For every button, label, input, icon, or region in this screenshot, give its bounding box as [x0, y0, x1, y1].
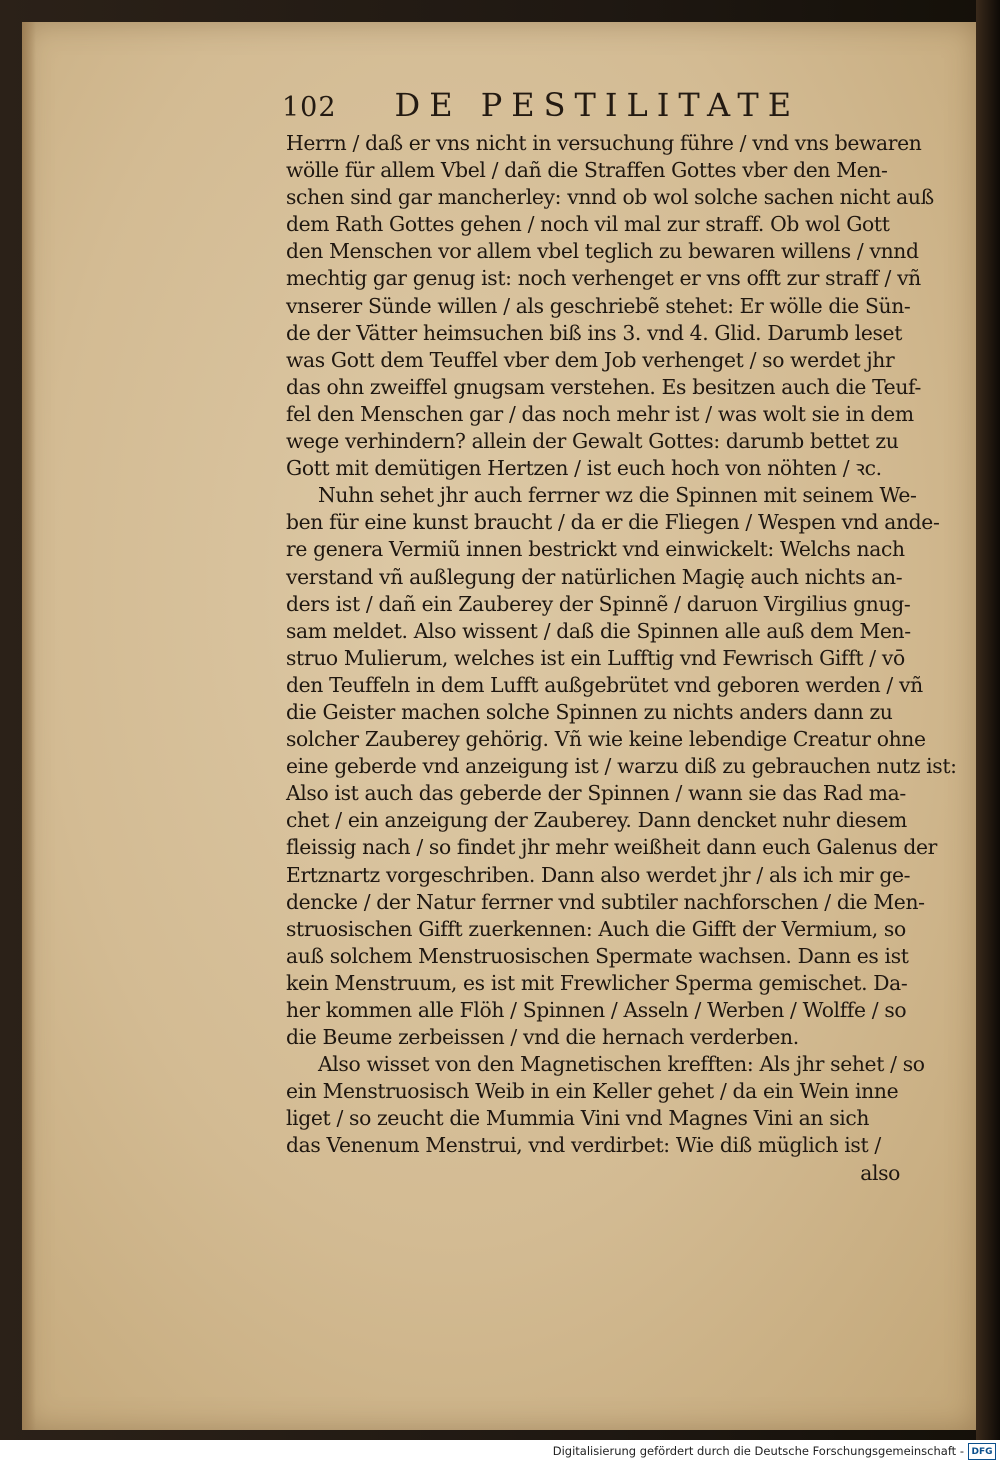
text-line: re genera Vermiũ innen bestrickt vnd einwickelt: Welchs nach: [286, 537, 905, 562]
text-line: ders ist / dañ ein Zauberey der Spinnẽ / daruon Virgilius gnug-: [286, 591, 911, 616]
funding-credit: Digitalisierung gefördert durch die Deutsche Forschungsgemeinschaft -: [552, 1444, 964, 1458]
text-line: die Geister machen solche Spinnen zu nichts anders dann zu: [286, 699, 893, 724]
dfg-logo-icon: DFG: [968, 1443, 996, 1460]
paragraph-start-line: Nuhn sehet jhr auch ferrner wz die Spinnen mit seinem We-: [318, 483, 917, 508]
text-line: Ertznartz vorgeschriben. Dann also werdet jhr / als ich mir ge-: [286, 862, 911, 887]
text-line: den Teuffeln in dem Lufft außgebrütet vnd geboren werden / vñ: [286, 672, 923, 697]
digitization-footer: [0, 1440, 1000, 1465]
text-line: ein Menstruosisch Weib in ein Keller gehet / da ein Wein inne: [286, 1079, 899, 1104]
text-line: wege verhindern? allein der Gewalt Gottes: darumb bettet zu: [286, 429, 899, 454]
text-line: mechtig gar genug ist: noch verhenget er vns offt zur straff / vñ: [286, 266, 921, 291]
text-line: fleissig nach / so findet jhr mehr weißheit dann euch Galenus der: [286, 835, 937, 860]
text-line: Also ist auch das geberde der Spinnen / wann sie das Rad ma-: [286, 781, 906, 806]
text-line: wölle für allem Vbel / dañ die Straffen Gottes vber den Men-: [286, 158, 888, 183]
text-line: chet / ein anzeigung der Zauberey. Dann dencket nuhr diesem: [286, 808, 907, 833]
text-line: dencke / der Natur ferrner vnd subtiler nachforschen / die Men-: [286, 889, 925, 914]
text-line: ben für eine kunst braucht / da er die Fliegen / Wespen vnd ande-: [286, 510, 940, 535]
catchword: also: [860, 1160, 900, 1185]
text-line: de der Vätter heimsuchen biß ins 3. vnd 4. Glid. Darumb leset: [286, 320, 902, 345]
text-line: fel den Menschen gar / das noch mehr ist / was wolt sie in dem: [286, 401, 914, 426]
running-head: [282, 86, 822, 126]
text-line: sam meldet. Also wissent / daß die Spinnen alle auß dem Men-: [286, 618, 911, 643]
book-binding: [976, 0, 1000, 1440]
text-line: her kommen alle Flöh / Spinnen / Asseln / Werben / Wolffe / so: [286, 998, 907, 1022]
text-line: verstand vñ außlegung der natürlichen Magię auch nichts an-: [286, 564, 903, 589]
running-title: DE PESTILITATE: [394, 86, 801, 124]
text-line: dem Rath Gottes gehen / noch vil mal zur straff. Ob wol Gott: [286, 212, 890, 237]
text-line: die Beume zerbeissen / vnd die hernach verderben.: [286, 1025, 799, 1050]
text-line: Gott mit demütigen Hertzen / ist euch hoch von nöhten / ꝛc.: [286, 456, 882, 481]
text-line: das Venenum Menstrui, vnd verdirbet: Wie diß müglich ist /: [286, 1133, 881, 1158]
text-line: vnserer Sünde willen / als geschriebẽ stehet: Er wölle die Sün-: [286, 293, 911, 318]
text-line: Herrn / daß er vns nicht in versuchung führe / vnd vns bewaren: [286, 131, 922, 155]
text-line: schen sind gar mancherley: vnnd ob wol solche sachen nicht auß: [286, 185, 934, 210]
text-line: auß solchem Menstruosischen Spermate wachsen. Dann es ist: [286, 943, 909, 968]
text-line: liget / so zeucht die Mummia Vini vnd Magnes Vini an sich: [286, 1106, 870, 1131]
text-line: was Gott dem Teuffel vber dem Job verhenget / so werdet jhr: [286, 347, 895, 372]
text-line: den Menschen vor allem vbel teglich zu bewaren willens / vnnd: [286, 239, 919, 264]
text-line: kein Menstruum, es ist mit Frewlicher Sperma gemischet. Da-: [286, 970, 908, 995]
body-text: [286, 130, 957, 1187]
text-line: eine geberde vnd anzeigung ist / warzu diß zu gebrauchen nutz ist:: [286, 754, 957, 779]
page-edge-shadow: [22, 22, 36, 1430]
paragraph-start-line: Also wisset von den Magnetischen krefften: Als jhr sehet / so: [318, 1052, 925, 1077]
text-line: solcher Zauberey gehörig. Vñ wie keine lebendige Creatur ohne: [286, 727, 926, 752]
text-line: das ohn zweiffel gnugsam verstehen. Es besitzen auch die Teuf-: [286, 374, 921, 399]
text-line: struo Mulierum, welches ist ein Lufftig vnd Fewrisch Gifft / vō: [286, 645, 905, 670]
page-number: 102: [282, 92, 337, 123]
text-line: struosischen Gifft zuerkennen: Auch die Gifft der Vermium, so: [286, 916, 906, 941]
